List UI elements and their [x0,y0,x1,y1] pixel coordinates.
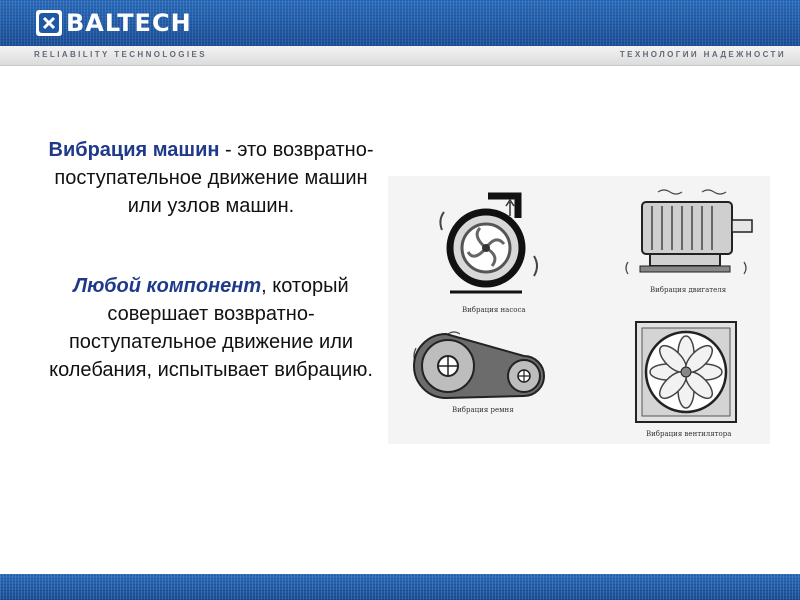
caption-pump: Вибрация насоса [462,306,526,314]
component-paragraph [38,272,384,384]
belt-drive-icon [410,326,556,406]
caption-motor: Вибрация двигателя [650,286,727,294]
vibration-examples-figure [388,176,770,444]
fan-icon [628,320,744,432]
pump-icon [428,186,548,298]
logo-emblem-icon [36,10,62,36]
component-term: Любой компонент [73,275,262,297]
footer-bar [0,574,800,600]
motor-icon [622,182,758,282]
definition-text: - это возвратно-поступательное движение машин или узлов машин. [54,139,374,217]
definition-term: Вибрация машин [48,139,220,161]
component-text: , который совершает возвратно-поступательное движение или колебания, испытывает вибрацию. [49,275,373,381]
caption-belt: Вибрация ремня [452,406,514,414]
baltech-logo [36,9,192,37]
slide-text [38,136,384,384]
definition-paragraph [38,136,384,220]
header-bar [0,0,800,46]
tagline-bar [0,46,800,66]
tagline-right: ТЕХНОЛОГИИ НАДЕЖНОСТИ [619,50,786,59]
tagline-left: RELIABILITY TECHNOLOGIES [34,50,208,59]
logo-text: BALTECH [66,9,192,37]
caption-fan: Вибрация вентилятора [646,430,732,438]
